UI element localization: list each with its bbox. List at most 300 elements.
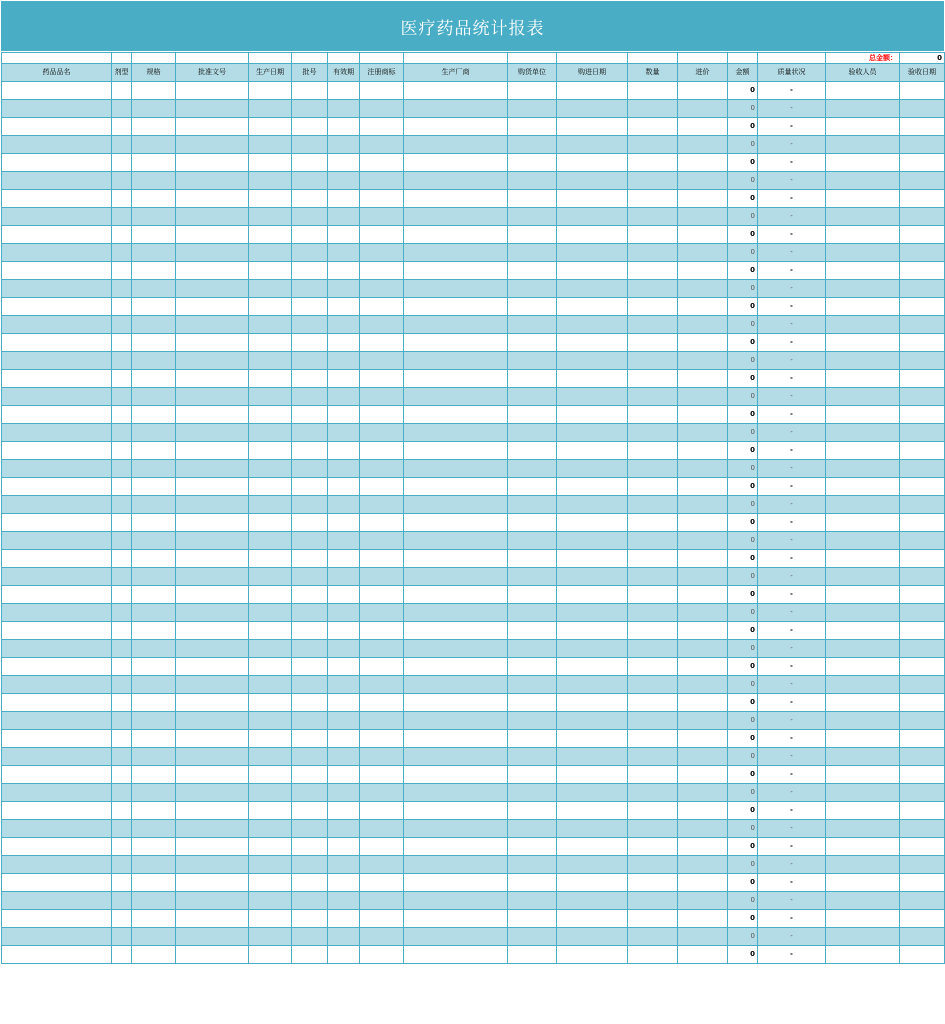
data-cell[interactable] — [557, 784, 628, 802]
data-cell[interactable] — [132, 712, 176, 730]
column-header[interactable]: 剂型 — [112, 64, 132, 82]
data-cell[interactable] — [176, 352, 249, 370]
data-cell[interactable] — [292, 694, 328, 712]
data-cell[interactable] — [328, 766, 360, 784]
data-cell[interactable] — [900, 784, 945, 802]
data-cell[interactable] — [112, 928, 132, 946]
amount-cell[interactable]: 0 — [728, 928, 758, 946]
data-cell[interactable] — [328, 892, 360, 910]
data-cell[interactable] — [508, 172, 557, 190]
data-cell[interactable] — [360, 568, 404, 586]
data-cell[interactable] — [328, 838, 360, 856]
quality-cell[interactable]: - — [758, 316, 826, 334]
data-cell[interactable] — [249, 586, 292, 604]
data-cell[interactable] — [900, 514, 945, 532]
data-cell[interactable] — [826, 226, 900, 244]
data-cell[interactable] — [292, 172, 328, 190]
data-cell[interactable] — [826, 946, 900, 964]
data-cell[interactable] — [360, 352, 404, 370]
data-cell[interactable] — [132, 892, 176, 910]
data-cell[interactable] — [404, 118, 508, 136]
data-cell[interactable] — [678, 370, 728, 388]
data-cell[interactable] — [404, 514, 508, 532]
data-cell[interactable] — [360, 442, 404, 460]
data-cell[interactable] — [292, 352, 328, 370]
data-cell[interactable] — [132, 946, 176, 964]
data-cell[interactable] — [508, 388, 557, 406]
data-cell[interactable] — [328, 802, 360, 820]
data-cell[interactable] — [508, 280, 557, 298]
data-cell[interactable] — [249, 100, 292, 118]
amount-cell[interactable]: 0 — [728, 568, 758, 586]
data-cell[interactable] — [249, 244, 292, 262]
data-cell[interactable] — [508, 730, 557, 748]
quality-cell[interactable]: - — [758, 784, 826, 802]
data-cell[interactable] — [628, 460, 678, 478]
data-cell[interactable] — [678, 244, 728, 262]
data-cell[interactable] — [249, 460, 292, 478]
data-cell[interactable] — [628, 856, 678, 874]
data-cell[interactable] — [292, 136, 328, 154]
data-cell[interactable] — [292, 928, 328, 946]
data-cell[interactable] — [112, 118, 132, 136]
quality-cell[interactable]: - — [758, 226, 826, 244]
data-cell[interactable] — [900, 172, 945, 190]
data-cell[interactable] — [508, 154, 557, 172]
data-cell[interactable] — [112, 190, 132, 208]
data-cell[interactable] — [508, 910, 557, 928]
quality-cell[interactable]: - — [758, 154, 826, 172]
data-cell[interactable] — [2, 856, 112, 874]
quality-cell[interactable]: - — [758, 622, 826, 640]
data-cell[interactable] — [132, 874, 176, 892]
amount-cell[interactable]: 0 — [728, 532, 758, 550]
data-cell[interactable] — [557, 136, 628, 154]
data-cell[interactable] — [900, 82, 945, 100]
amount-cell[interactable]: 0 — [728, 154, 758, 172]
data-cell[interactable] — [292, 532, 328, 550]
data-cell[interactable] — [112, 460, 132, 478]
data-cell[interactable] — [328, 334, 360, 352]
data-cell[interactable] — [628, 676, 678, 694]
data-cell[interactable] — [360, 802, 404, 820]
data-cell[interactable] — [900, 910, 945, 928]
data-cell[interactable] — [176, 334, 249, 352]
data-cell[interactable] — [508, 334, 557, 352]
data-cell[interactable] — [249, 766, 292, 784]
data-cell[interactable] — [360, 388, 404, 406]
quality-cell[interactable]: - — [758, 676, 826, 694]
amount-cell[interactable]: 0 — [728, 910, 758, 928]
data-cell[interactable] — [508, 694, 557, 712]
data-cell[interactable] — [132, 496, 176, 514]
data-cell[interactable] — [508, 442, 557, 460]
data-cell[interactable] — [678, 190, 728, 208]
data-cell[interactable] — [328, 874, 360, 892]
data-cell[interactable] — [404, 622, 508, 640]
quality-cell[interactable]: - — [758, 892, 826, 910]
data-cell[interactable] — [360, 82, 404, 100]
data-cell[interactable] — [404, 334, 508, 352]
data-cell[interactable] — [292, 316, 328, 334]
data-cell[interactable] — [557, 874, 628, 892]
data-cell[interactable] — [249, 226, 292, 244]
data-cell[interactable] — [292, 100, 328, 118]
data-cell[interactable] — [360, 946, 404, 964]
data-cell[interactable] — [900, 820, 945, 838]
data-cell[interactable] — [678, 352, 728, 370]
data-cell[interactable] — [292, 262, 328, 280]
data-cell[interactable] — [678, 82, 728, 100]
data-cell[interactable] — [557, 496, 628, 514]
data-cell[interactable] — [328, 910, 360, 928]
data-cell[interactable] — [678, 586, 728, 604]
quality-cell[interactable]: - — [758, 586, 826, 604]
amount-cell[interactable]: 0 — [728, 136, 758, 154]
data-cell[interactable] — [132, 478, 176, 496]
data-cell[interactable] — [678, 298, 728, 316]
data-cell[interactable] — [132, 424, 176, 442]
data-cell[interactable] — [292, 586, 328, 604]
data-cell[interactable] — [628, 514, 678, 532]
data-cell[interactable] — [826, 298, 900, 316]
data-cell[interactable] — [132, 640, 176, 658]
data-cell[interactable] — [2, 838, 112, 856]
data-cell[interactable] — [112, 820, 132, 838]
data-cell[interactable] — [176, 784, 249, 802]
data-cell[interactable] — [557, 604, 628, 622]
data-cell[interactable] — [176, 226, 249, 244]
data-cell[interactable] — [249, 424, 292, 442]
data-cell[interactable] — [628, 478, 678, 496]
amount-cell[interactable]: 0 — [728, 784, 758, 802]
data-cell[interactable] — [176, 190, 249, 208]
data-cell[interactable] — [508, 802, 557, 820]
data-cell[interactable] — [132, 604, 176, 622]
data-cell[interactable] — [112, 442, 132, 460]
data-cell[interactable] — [360, 784, 404, 802]
data-cell[interactable] — [132, 568, 176, 586]
data-cell[interactable] — [900, 604, 945, 622]
amount-cell[interactable]: 0 — [728, 730, 758, 748]
amount-cell[interactable]: 0 — [728, 334, 758, 352]
data-cell[interactable] — [628, 766, 678, 784]
data-cell[interactable] — [112, 910, 132, 928]
data-cell[interactable] — [176, 604, 249, 622]
data-cell[interactable] — [557, 262, 628, 280]
data-cell[interactable] — [826, 550, 900, 568]
data-cell[interactable] — [176, 586, 249, 604]
data-cell[interactable] — [557, 820, 628, 838]
data-cell[interactable] — [404, 802, 508, 820]
data-cell[interactable] — [132, 118, 176, 136]
data-cell[interactable] — [628, 190, 678, 208]
data-cell[interactable] — [249, 946, 292, 964]
data-cell[interactable] — [628, 388, 678, 406]
data-cell[interactable] — [404, 910, 508, 928]
data-cell[interactable] — [404, 820, 508, 838]
data-cell[interactable] — [557, 550, 628, 568]
data-cell[interactable] — [404, 784, 508, 802]
data-cell[interactable] — [360, 622, 404, 640]
data-cell[interactable] — [292, 748, 328, 766]
data-cell[interactable] — [112, 370, 132, 388]
data-cell[interactable] — [826, 424, 900, 442]
data-cell[interactable] — [678, 622, 728, 640]
data-cell[interactable] — [2, 748, 112, 766]
data-cell[interactable] — [2, 280, 112, 298]
data-cell[interactable] — [826, 856, 900, 874]
data-cell[interactable] — [508, 226, 557, 244]
amount-cell[interactable]: 0 — [728, 622, 758, 640]
data-cell[interactable] — [900, 388, 945, 406]
data-cell[interactable] — [557, 406, 628, 424]
data-cell[interactable] — [360, 658, 404, 676]
data-cell[interactable] — [249, 658, 292, 676]
data-cell[interactable] — [900, 928, 945, 946]
column-header[interactable]: 数量 — [628, 64, 678, 82]
quality-cell[interactable]: - — [758, 208, 826, 226]
data-cell[interactable] — [678, 424, 728, 442]
data-cell[interactable] — [292, 298, 328, 316]
data-cell[interactable] — [508, 838, 557, 856]
data-cell[interactable] — [508, 658, 557, 676]
data-cell[interactable] — [328, 658, 360, 676]
data-cell[interactable] — [628, 406, 678, 424]
data-cell[interactable] — [628, 730, 678, 748]
data-cell[interactable] — [112, 298, 132, 316]
data-cell[interactable] — [628, 136, 678, 154]
data-cell[interactable] — [404, 838, 508, 856]
data-cell[interactable] — [249, 334, 292, 352]
data-cell[interactable] — [328, 100, 360, 118]
data-cell[interactable] — [176, 496, 249, 514]
data-cell[interactable] — [328, 550, 360, 568]
data-cell[interactable] — [360, 856, 404, 874]
amount-cell[interactable]: 0 — [728, 946, 758, 964]
data-cell[interactable] — [328, 190, 360, 208]
data-cell[interactable] — [176, 370, 249, 388]
data-cell[interactable] — [249, 694, 292, 712]
data-cell[interactable] — [678, 820, 728, 838]
data-cell[interactable] — [292, 82, 328, 100]
data-cell[interactable] — [678, 100, 728, 118]
data-cell[interactable] — [112, 766, 132, 784]
data-cell[interactable] — [628, 442, 678, 460]
data-cell[interactable] — [360, 244, 404, 262]
data-cell[interactable] — [176, 154, 249, 172]
data-cell[interactable] — [404, 82, 508, 100]
quality-cell[interactable]: - — [758, 388, 826, 406]
data-cell[interactable] — [826, 154, 900, 172]
data-cell[interactable] — [328, 730, 360, 748]
data-cell[interactable] — [900, 568, 945, 586]
data-cell[interactable] — [132, 694, 176, 712]
data-cell[interactable] — [360, 604, 404, 622]
data-cell[interactable] — [628, 172, 678, 190]
data-cell[interactable] — [360, 550, 404, 568]
data-cell[interactable] — [360, 118, 404, 136]
data-cell[interactable] — [2, 118, 112, 136]
data-cell[interactable] — [404, 550, 508, 568]
amount-cell[interactable]: 0 — [728, 658, 758, 676]
data-cell[interactable] — [328, 712, 360, 730]
data-cell[interactable] — [826, 244, 900, 262]
data-cell[interactable] — [328, 280, 360, 298]
data-cell[interactable] — [678, 676, 728, 694]
data-cell[interactable] — [508, 946, 557, 964]
amount-cell[interactable]: 0 — [728, 244, 758, 262]
data-cell[interactable] — [360, 172, 404, 190]
quality-cell[interactable]: - — [758, 514, 826, 532]
data-cell[interactable] — [360, 640, 404, 658]
data-cell[interactable] — [826, 622, 900, 640]
data-cell[interactable] — [557, 298, 628, 316]
data-cell[interactable] — [678, 892, 728, 910]
data-cell[interactable] — [112, 406, 132, 424]
data-cell[interactable] — [508, 748, 557, 766]
data-cell[interactable] — [132, 334, 176, 352]
data-cell[interactable] — [249, 406, 292, 424]
data-cell[interactable] — [2, 370, 112, 388]
data-cell[interactable] — [132, 226, 176, 244]
data-cell[interactable] — [678, 118, 728, 136]
data-cell[interactable] — [508, 676, 557, 694]
data-cell[interactable] — [678, 766, 728, 784]
data-cell[interactable] — [2, 478, 112, 496]
data-cell[interactable] — [404, 370, 508, 388]
data-cell[interactable] — [557, 280, 628, 298]
data-cell[interactable] — [2, 586, 112, 604]
data-cell[interactable] — [360, 190, 404, 208]
data-cell[interactable] — [328, 370, 360, 388]
data-cell[interactable] — [2, 442, 112, 460]
data-cell[interactable] — [900, 658, 945, 676]
data-cell[interactable] — [328, 154, 360, 172]
data-cell[interactable] — [900, 802, 945, 820]
summary-empty-cell[interactable] — [249, 53, 292, 64]
data-cell[interactable] — [628, 748, 678, 766]
data-cell[interactable] — [678, 514, 728, 532]
data-cell[interactable] — [112, 586, 132, 604]
data-cell[interactable] — [826, 586, 900, 604]
data-cell[interactable] — [2, 154, 112, 172]
data-cell[interactable] — [249, 262, 292, 280]
amount-cell[interactable]: 0 — [728, 694, 758, 712]
data-cell[interactable] — [900, 874, 945, 892]
data-cell[interactable] — [900, 766, 945, 784]
data-cell[interactable] — [826, 100, 900, 118]
data-cell[interactable] — [328, 622, 360, 640]
data-cell[interactable] — [628, 208, 678, 226]
data-cell[interactable] — [360, 262, 404, 280]
data-cell[interactable] — [112, 82, 132, 100]
data-cell[interactable] — [404, 604, 508, 622]
data-cell[interactable] — [176, 244, 249, 262]
data-cell[interactable] — [249, 478, 292, 496]
data-cell[interactable] — [328, 298, 360, 316]
data-cell[interactable] — [360, 316, 404, 334]
data-cell[interactable] — [678, 316, 728, 334]
data-cell[interactable] — [900, 838, 945, 856]
data-cell[interactable] — [826, 694, 900, 712]
data-cell[interactable] — [508, 586, 557, 604]
data-cell[interactable] — [628, 298, 678, 316]
data-cell[interactable] — [557, 208, 628, 226]
data-cell[interactable] — [249, 748, 292, 766]
data-cell[interactable] — [328, 262, 360, 280]
data-cell[interactable] — [900, 244, 945, 262]
data-cell[interactable] — [557, 100, 628, 118]
column-header[interactable]: 生产日期 — [249, 64, 292, 82]
data-cell[interactable] — [112, 388, 132, 406]
amount-cell[interactable]: 0 — [728, 190, 758, 208]
data-cell[interactable] — [292, 910, 328, 928]
data-cell[interactable] — [360, 370, 404, 388]
data-cell[interactable] — [557, 910, 628, 928]
data-cell[interactable] — [176, 946, 249, 964]
data-cell[interactable] — [826, 604, 900, 622]
data-cell[interactable] — [557, 532, 628, 550]
data-cell[interactable] — [508, 262, 557, 280]
data-cell[interactable] — [678, 730, 728, 748]
data-cell[interactable] — [628, 784, 678, 802]
data-cell[interactable] — [249, 820, 292, 838]
data-cell[interactable] — [328, 316, 360, 334]
data-cell[interactable] — [360, 730, 404, 748]
data-cell[interactable] — [826, 442, 900, 460]
data-cell[interactable] — [112, 478, 132, 496]
data-cell[interactable] — [292, 280, 328, 298]
data-cell[interactable] — [628, 910, 678, 928]
data-cell[interactable] — [508, 766, 557, 784]
data-cell[interactable] — [176, 280, 249, 298]
data-cell[interactable] — [508, 82, 557, 100]
data-cell[interactable] — [360, 496, 404, 514]
summary-empty-cell[interactable] — [557, 53, 628, 64]
data-cell[interactable] — [112, 550, 132, 568]
data-cell[interactable] — [404, 280, 508, 298]
data-cell[interactable] — [826, 316, 900, 334]
data-cell[interactable] — [176, 82, 249, 100]
data-cell[interactable] — [360, 892, 404, 910]
quality-cell[interactable]: - — [758, 298, 826, 316]
data-cell[interactable] — [826, 172, 900, 190]
data-cell[interactable] — [292, 676, 328, 694]
data-cell[interactable] — [249, 154, 292, 172]
data-cell[interactable] — [112, 136, 132, 154]
data-cell[interactable] — [176, 658, 249, 676]
data-cell[interactable] — [628, 640, 678, 658]
data-cell[interactable] — [826, 514, 900, 532]
amount-cell[interactable]: 0 — [728, 838, 758, 856]
data-cell[interactable] — [176, 676, 249, 694]
data-cell[interactable] — [132, 820, 176, 838]
data-cell[interactable] — [404, 946, 508, 964]
data-cell[interactable] — [112, 946, 132, 964]
data-cell[interactable] — [508, 316, 557, 334]
data-cell[interactable] — [628, 820, 678, 838]
data-cell[interactable] — [557, 856, 628, 874]
data-cell[interactable] — [132, 514, 176, 532]
data-cell[interactable] — [900, 694, 945, 712]
amount-cell[interactable]: 0 — [728, 892, 758, 910]
data-cell[interactable] — [557, 514, 628, 532]
amount-cell[interactable]: 0 — [728, 874, 758, 892]
data-cell[interactable] — [2, 136, 112, 154]
data-cell[interactable] — [900, 316, 945, 334]
amount-cell[interactable]: 0 — [728, 514, 758, 532]
